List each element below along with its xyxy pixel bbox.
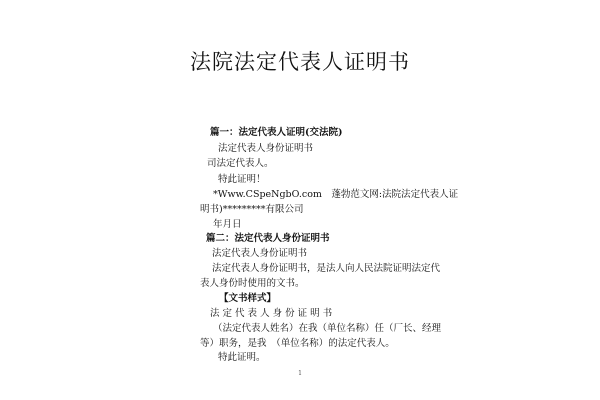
body-line: 表人身份时使用的文书。	[200, 278, 305, 289]
body-line: 法定代表人身份证明书	[212, 248, 308, 259]
body-line: 明书)*********有限公司	[200, 204, 304, 215]
template-heading: 【文书样式】	[219, 293, 277, 304]
template-title: 法 定 代 表 人 身 份 证 明 书	[210, 308, 333, 319]
body-line: 法定代表人身份证明书	[218, 143, 314, 154]
body-line: 司法定代表人。	[207, 158, 274, 169]
body-line: 特此证明。	[218, 352, 266, 363]
body-line: （法定代表人姓名）在我（单位名称）任（厂长、经理	[213, 323, 442, 334]
body-line: 特此证明！	[218, 174, 266, 185]
section-heading-1: 篇一：法定代表人证明(交法院)	[210, 127, 343, 138]
body-line: *Www.CSpeNgbO.com 蓬勃范文网:法院法定代表人证	[213, 189, 459, 200]
page-number: 1	[298, 370, 302, 377]
section-heading-2: 篇二：法定代表人身份证明书	[206, 233, 330, 244]
body-line: 年月日	[213, 219, 242, 230]
body-line: 等）职务，是我 （单位名称）的法定代表人。	[200, 338, 395, 349]
document-title: 法院法定代表人证明书	[190, 50, 410, 74]
body-line: 法定代表人身份证明书，是法人向人民法院证明法定代	[212, 263, 441, 274]
